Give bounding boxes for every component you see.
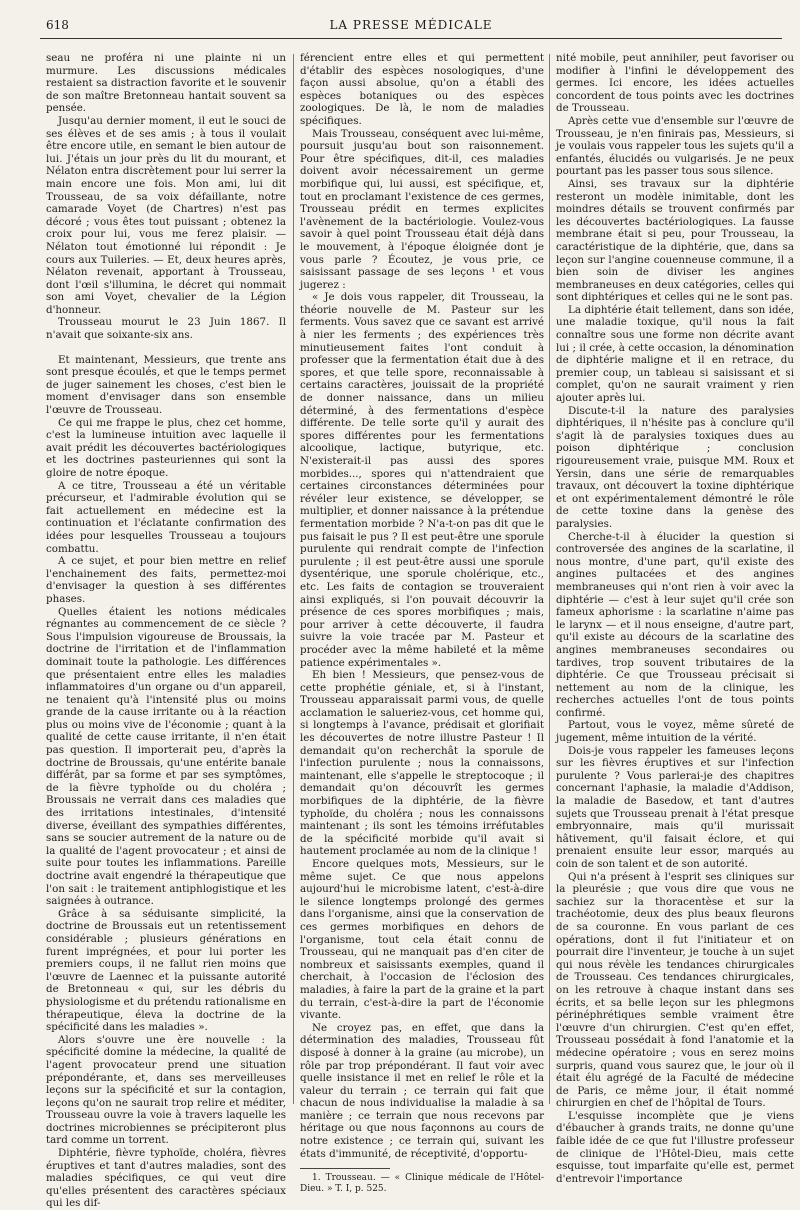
paragraph: Ce qui me frappe le plus, chez cet homme, c'est la lumineuse intuition avec laquelle il avait prédit les découvertes bactériologiques et les doctrines pasteuriennes qui sont la gloire de notre époque. (46, 416, 286, 479)
paragraph: Ainsi, ses travaux sur la diphtérie resteront un modèle inimitable, dont les moindres détails se trouvent confirmés par les découvertes bactériologiques. La fausse membrane était si peu, pour Trousseau, la caractéristique de la diphtérie, que, dans sa leçon sur l'angine couenneuse commune, il a bien soin de diviser les angines membraneuses en deux catégories, celles qui sont diphtériques et celles qui ne le sont pas. (556, 177, 794, 304)
paragraph: Trousseau mourut le 23 Juin 1867. Il n'avait que soixante-six ans. (46, 316, 286, 342)
paragraph: Discute-t-il la nature des paralysies diphtériques, il n'hésite pas à conclure qu'il s'agit là de paralysies toxiques dues au poison diphtérique ; conclusion rigoureusement vraie, puisque MM. Roux et Yersin, dans une série de remarquables travaux, ont découvert la toxine diphtérique et ont expérimentalement démontré le rôle de cette toxine dans la genèse des paralysies. (556, 404, 794, 530)
paragraph: Qui n'a présent à l'esprit ses cliniques sur la pleurésie ; que vous dire que vous ne sachiez sur la thoracentèse et sur la trachéotomie, deux des plus beaux fleurons de sa couronne. En vous parlant de ces opérations, dont il fut l'initiateur et on pourrait dire l'inventeur, je touche à un sujet qui nous révèle les tendances chirurgicales de Trousseau. Ces tendances chirurgicales, on les retrouve à chaque instant dans ses écrits, et sa belle leçon sur les phlegmons périnéphrétiques semble vraiment être l'œuvre d'un chirurgien. C'est qu'en effet, Trousseau possédait à fond l'anatomie et la médecine opératoire ; vous en serez moins surpris, quand vous saurez que, le jour où il était élu agrégé de la Faculté de médecine de Paris, ce même jour, il était nommé chirurgien en chef de l'hôpital de Tours. (556, 870, 794, 1110)
paragraph: Jusqu'au dernier moment, il eut le souci de ses élèves et de ses amis ; à tous il voulait être encore utile, en semant le bien autour de lui. J'étais un jour près du lit du mourant, et Nélaton entra discrètement pour lui serrer la main encore une fois. Mon ami, lui dit Trousseau, de sa voix défaillante, notre camarade Voyet (de Chartres) n'est pas décoré ; vous êtes tout puissant ; obtenez la croix pour lui, vous me ferez plaisir. — Nélaton tout émotionné lui répondit : Je cours aux Tuileries. — Et, deux heures après, Nélaton revenait, apportant à Trousseau, dont l'œil s'illumina, le décret qui nommait son ami Voyet, chevalier de la Légion d'honneur. (46, 114, 286, 316)
paragraph: A ce sujet, et pour bien mettre en relief l'enchainement des faits, permettez-moi d'envisager la question à ses différentes phases. (46, 555, 286, 605)
paragraph: férencient entre elles et qui permettent d'établir des espèces nosologiques, d'une façon aussi absolue, qu'on a établi des espèces botaniques ou des espèces zoologiques. De là, le nom de maladies spécifiques. (300, 52, 544, 127)
paragraph: Alors s'ouvre une ère nouvelle : la spécificité domine la médecine, la qualité de l'agent provocateur prend une situation prépondérante, et, dans ses merveilleuses leçons sur la spécificité et sur la contagion, leçons qu'on ne saurait trop relire et méditer, Trousseau ouvre la voie à travers laquelle les doctrines microbiennes se précipiteront plus tard comme un torrent. (46, 1033, 286, 1147)
footnote: 1. Trousseau. — « Clinique médicale de l'Hôtel-Dieu. » T. I, p. 525. (300, 1173, 544, 1195)
paragraph: nité mobile, peut annihiler, peut favoriser ou modifier à l'infini le développement des germes. Ici encore, les idées actuelles concordent de tous points avec les doctrines de Trousseau. (556, 52, 794, 115)
paragraph: Eh bien ! Messieurs, que pensez-vous de cette prophétie géniale, et, si à l'instant, Trousseau apparaissait parmi vous, de quelle acclamation le salueriez-vous, cet homme qui, si longtemps à l'avance, prédisait et glorifiait les découvertes de notre illustre Pasteur ! Il demandait qu'on recherchât la sporule de l'infection purulente ; nous la connaissons, maintenant, elle s'appelle le streptocoque ; il demandait qu'on découvrît les germes morbifiques de la diphtérie, de la fièvre typhoïde, du choléra ; nous les connaissons maintenant ; ils sont les témoins irréfutables de la spécificité morbide qu'il avait si hautement proclamée au nom de la clinique ! (300, 669, 544, 858)
paragraph: La diphtérie était tellement, dans son idée, une maladie toxique, qu'il nous la fait connaître sous une forme non décrite avant lui ; il crée, à cette occasion, la dénomination de diphtérie maligne et il en retrace, du premier coup, un tableau si saisissant et si complet, qu'on ne saurait vraiment y rien ajouter après lui. (556, 303, 794, 405)
paragraph: Quelles étaient les notions médicales régnantes au commencement de ce siècle ? Sous l'impulsion vigoureuse de Broussais, la doctrine de l'irritation et de l'inflammation dominait toute la pathologie. Les différences que présentaient entre elles les maladies inflammatoires d'un organe ou d'un appareil, ne tenaient qu'à l'intensité plus ou moins grande de la cause irritante ou à la réaction plus ou moins vive de l'économie ; quant à la qualité de cette cause irritante, il n'en était pas question. Il importerait peu, d'après la doctrine de Broussais, qu'une entérite banale différât, par sa forme et par ses symptômes, de la fièvre typhoïde ou du choléra ; Broussais ne verrait dans ces maladies que des irritations intestinales, d'intensité diverse, éveillant des sympathies différentes, sans se soucier autrement de la nature ou de la qualité de l'agent provocateur ; et ainsi de suite pour toutes les inflammations. Pareille doctrine avait engendré la thérapeutique que l'on sait : le traitement antiphlogistique et les saignées à outrance. (46, 605, 286, 908)
paragraph: Après cette vue d'ensemble sur l'œuvre de Trousseau, je n'en finirais pas, Messieurs, si je voulais vous rappeler tous les sujets qu'il a enfantés, élucidés ou vulgarisés. Je ne peux pourtant pas les passer tous sous silence. (556, 114, 794, 178)
paragraph: Mais Trousseau, conséquent avec lui-même, poursuit jusqu'au bout son raisonnement. Pour être spécifiques, dit-il, ces maladies doivent avoir nécessairement un germe morbifique qui, lui aussi, est spécifique, et, tout en proclamant l'existence de ces germes, Trousseau prédit en termes explicites l'avènement de la bactériologie. Voulez-vous savoir à quel point Trousseau était déjà dans le mouvement, à l'époque éloignée dont je vous parle ? Écoutez, je vous prie, ce saisissant passage de ses leçons ¹ et vous jugerez : (300, 127, 544, 291)
paragraph: L'esquisse incomplète que je viens d'ébaucher à grands traits, ne donne qu'une faible idée de ce que fut l'illustre professeur de clinique de l'Hôtel-Dieu, mais cette esquisse, tout imparfaite qu'elle est, permet d'entrevoir l'importance (556, 1109, 794, 1185)
column-rule-1 (293, 54, 294, 1104)
column-1 (46, 52, 286, 1210)
paragraph: « Je dois vous rappeler, dit Trousseau, la théorie nouvelle de M. Pasteur sur les ferments. Vous savez que ce savant est arrivé à nier les ferments ; des expériences très minutieusement faites l'ont conduit à professer que la fermentation était due à des spores, et que telle spore, reconnaissable à certains caractères, jouissait de la propriété de donner naissance, dans un milieu déterminé, à des fermentations d'espèce différente. De telle sorte qu'il y aurait des spores différentes pour les fermentations alcoolique, lactique, butyrique, etc. N'existerait-il pas aussi des spores morbides..., spores qui n'attendraient que certaines circonstances déterminées pour révéler leur existence, se développer, se multiplier, et donner naissance à la prétendue fermentation morbide ? N'a-t-on pas dit que le pus faisait le pus ? Il est peut-être une sporule purulente qui rendrait compte de l'infection purulente ; il est peut-être aussi une sporule dysentérique, une sporule cholérique, etc., etc. Les faits de contagion se trouveraient ainsi expliqués, si l'on pouvait découvrir la présence de ces spores morbifiques ; mais, pour arriver à cette découverte, il faudra suivre la voie tracée par M. Pasteur et procéder avec la même habileté et la même patience expérimentales ». (300, 291, 544, 669)
paragraph: Ne croyez pas, en effet, que dans la détermination des maladies, Trousseau fût disposé à donner à la graine (au microbe), un rôle par trop prépondérant. Il faut voir avec quelle insistance il met en relief le rôle et la valeur du terrain ; ce terrain qui fait que chacun de nous individualise la maladie à sa manière ; ce terrain que nous recevons par héritage ou que nous façonnons au cours de notre existence ; ce terrain qui, suivant les états d'immunité, de réceptivité, d'opportu- (300, 1021, 544, 1160)
paragraph: Et maintenant, Messieurs, que trente ans sont presque écoulés, et que le temps permet de juger sainement les choses, c'est bien le moment d'envisager dans son ensemble l'œuvre de Trousseau. (46, 353, 286, 417)
paragraph: A ce titre, Trousseau a été un véritable précurseur, et l'admirable évolution qui se fait actuellement en médecine est la continuation et l'éclatante confirmation des idées pour lesquelles Trousseau a toujours combattu. (46, 479, 286, 555)
paragraph: Partout, vous le voyez, même sûreté de jugement, même intuition de la vérité. (556, 719, 794, 745)
footnote-rule (300, 1168, 390, 1169)
paragraph: Diphtérie, fièvre typhoïde, choléra, fièvres éruptives et tant d'autres maladies, sont des maladies spécifiques, ce qui veut dire qu'elles présentent des caractères spéciaux qui les dif- (46, 1147, 286, 1210)
paragraph: seau ne proféra ni une plainte ni un murmure. Les discussions médicales restaient sa distraction favorite et le souvenir de son maître Bretonneau hantait souvent sa pensée. (46, 52, 286, 115)
running-header (40, 18, 782, 39)
page-number: 618 (46, 18, 69, 32)
paragraph: Encore quelques mots, Messieurs, sur le même sujet. Ce que nous appelons aujourd'hui le microbisme latent, c'est-à-dire le silence longtemps prolongé des germes dans l'organisme, ainsi que la conservation de ces germes morbifiques en dehors de l'organisme, tout cela était connu de Trousseau, qui ne manquait pas d'en citer de nombreux et saisissants exemples, quand il cherchait, à l'occasion de l'éclosion des maladies, à faire la part de la graine et la part du terrain, c'est-à-dire la part de l'économie vivante. (300, 858, 544, 1022)
paragraph: Grâce à sa séduisante simplicité, la doctrine de Broussais eut un retentissement considérable ; plusieurs générations en furent imprégnées, et pour lui porter les premiers coups, il ne fallut rien moins que l'œuvre de Laennec et la puissante autorité de Bretonneau « qui, sur les débris du physiologisme et du prétendu rationalisme en thérapeutique, éleva la doctrine de la spécificité dans les maladies ». (46, 907, 286, 1034)
column-rule-2 (549, 54, 550, 1104)
paragraph: Dois-je vous rappeler les fameuses leçons sur les fièvres éruptives et sur l'infection purulente ? Vous parlerai-je des chapitres concernant l'aphasie, la maladie d'Addison, la maladie de Basedow, et tant d'autres sujets que Trousseau prenait à l'état presque embryonnaire, mais qu'il murissait hâtivement, qu'il faisait éclore, et qui prenaient ensuite leur essor, marqués au coin de son talent et de son autorité. (556, 744, 794, 870)
column-3 (556, 52, 794, 1185)
column-2 (300, 52, 544, 1195)
journal-title: LA PRESSE MÉDICALE (329, 18, 493, 32)
paragraph: Cherche-t-il à élucider la question si controversée des angines de la scarlatine, il nous montre, d'une part, qu'il existe des angines pultacées et des angines membraneuses qui n'ont rien à voir avec la diphtérie — c'est à leur sujet qu'il crée son fameux aphorisme : la scarlatine n'aime pas le larynx — et il nous enseigne, d'autre part, qu'il existe au décours de la scarlatine des angines membraneuses secondaires ou tardives, trop souvent tributaires de la diphtérie. Ce que Trousseau précisait si nettement au nom de la clinique, les recherches actuelles l'ont de tous points confirmé. (556, 530, 794, 719)
